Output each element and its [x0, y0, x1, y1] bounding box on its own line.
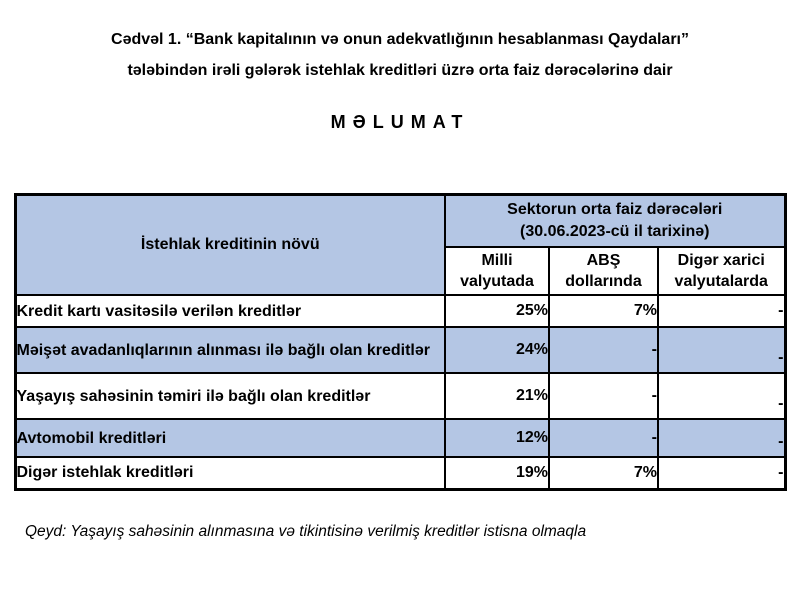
- value-other: -: [658, 373, 785, 419]
- value-milli: 19%: [445, 457, 549, 489]
- sector-rates-line1: Sektorun orta faiz dərəcələri: [507, 201, 723, 218]
- value-usd: -: [549, 373, 658, 419]
- table-row: [15, 327, 785, 373]
- table-row: [15, 295, 785, 327]
- column-header-national-currency: Milli valyutada: [445, 247, 549, 295]
- sector-rates-line2: (30.06.2023-cü il tarixinə): [520, 223, 710, 240]
- table-header-row-group: [15, 195, 785, 248]
- value-other: -: [658, 327, 785, 373]
- value-other: -: [658, 457, 785, 489]
- document-title-line2: tələbindən irəli gələrək istehlak kreditləri üzrə orta faiz dərəcələrinə dair: [127, 62, 673, 79]
- value-usd: 7%: [549, 295, 658, 327]
- value-milli: 12%: [445, 419, 549, 457]
- column-header-credit-type: İstehlak kreditinin növü: [15, 195, 445, 296]
- table-row: [15, 457, 785, 489]
- value-milli: 24%: [445, 327, 549, 373]
- row-label: Kredit kartı vasitəsilə verilən kreditlər: [15, 295, 445, 327]
- rates-table: [14, 193, 787, 491]
- document-title: [0, 24, 800, 86]
- value-other: -: [658, 295, 785, 327]
- value-milli: 25%: [445, 295, 549, 327]
- footnote-text: Qeyd: Yaşayış sahəsinin alınmasına və tikintisinə verilmiş kreditlər istisna olmaqla: [25, 522, 587, 540]
- column-header-other-foreign: Digər xarici valyutalarda: [658, 247, 785, 295]
- value-usd: -: [549, 419, 658, 457]
- row-label: Avtomobil kreditləri: [15, 419, 445, 457]
- table-row: [15, 373, 785, 419]
- value-usd: -: [549, 327, 658, 373]
- row-label: Digər istehlak kreditləri: [15, 457, 445, 489]
- column-header-usd: ABŞ dollarında: [549, 247, 658, 295]
- table-row: [15, 419, 785, 457]
- column-header-sector-rates: [445, 195, 785, 248]
- row-label: Yaşayış sahəsinin təmiri ilə bağlı olan kreditlər: [15, 373, 445, 419]
- document-title-line1: Cədvəl 1. “Bank kapitalının və onun adekvatlığının hesablanması Qaydaları”: [111, 31, 689, 48]
- row-label: Məişət avadanlıqlarının alınması ilə bağlı olan kreditlər: [15, 327, 445, 373]
- melumat-heading: MƏLUMAT: [330, 112, 470, 132]
- value-other: -: [658, 419, 785, 457]
- value-milli: 21%: [445, 373, 549, 419]
- value-usd: 7%: [549, 457, 658, 489]
